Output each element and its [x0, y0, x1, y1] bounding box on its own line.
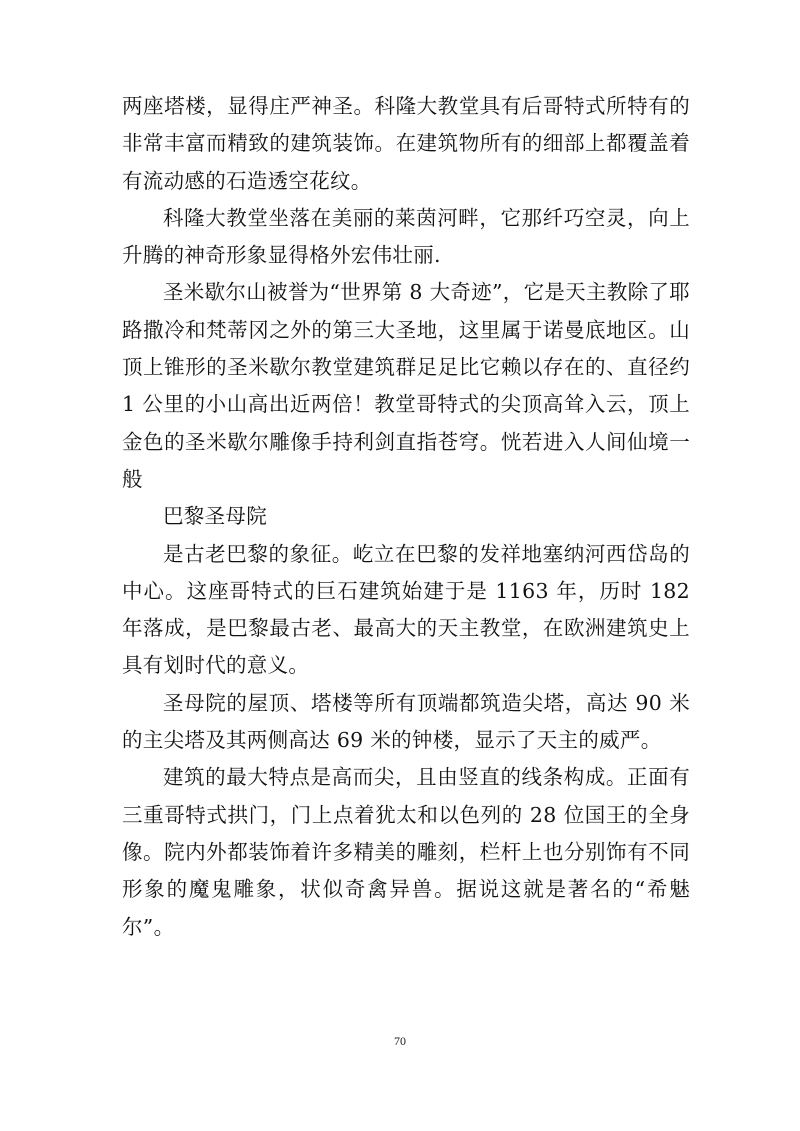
section-heading-notre-dame: 巴黎圣母院: [163, 504, 267, 529]
paragraph-notre-dame-features: 建筑的最大特点是高而尖，且由竖直的线条构成。正面有三重哥特式拱门，门上点着犹太和以色列的 28 位国王的全身像。院内外都装饰着许多精美的雕刻，栏杆上也分别饰有不同形象的魔鬼雕象，状似奇禽异兽。据说这就是著名的“希魅尔”。: [122, 765, 690, 939]
paragraph-notre-dame-symbol: 是古老巴黎的象征。屹立在巴黎的发祥地塞纳河西岱岛的中心。这座哥特式的巨石建筑始建于是 1163 年，历时 182 年落成，是巴黎最古老、最高大的天主教堂，在欧洲建筑史上具有划时代的意义。: [122, 541, 690, 678]
paragraph-mont-saint-michel: 圣米歇尔山被誉为“世界第 8 大奇迹”，它是天主教除了耶路撒冷和梵蒂冈之外的第三大圣地，这里属于诺曼底地区。山顶上锥形的圣米歇尔教堂建筑群足足比它赖以存在的、直径约 1 公里的小山高出近两倍！教堂哥特式的尖顶高耸入云，顶上金色的圣米歇尔雕像手持利剑直指苍穹。恍若进入人间仙境一般: [122, 280, 690, 491]
paragraph-cologne-towers: 两座塔楼，显得庄严神圣。科隆大教堂具有后哥特式所特有的非常丰富而精致的建筑装饰。在建筑物所有的细部上都覆盖着有流动感的石造透空花纹。: [122, 94, 690, 193]
page-number: 70: [394, 1034, 406, 1048]
body-text: [122, 88, 690, 946]
paragraph-cologne-rhine: 科隆大教堂坐落在美丽的莱茵河畔，它那纤巧空灵，向上升腾的神奇形象显得格外宏伟壮丽.: [122, 205, 690, 268]
paragraph-notre-dame-spires: 圣母院的屋顶、塔楼等所有顶端都筑造尖塔，高达 90 米的主尖塔及其两侧高达 69 米的钟楼，显示了天主的威严。: [122, 690, 690, 753]
